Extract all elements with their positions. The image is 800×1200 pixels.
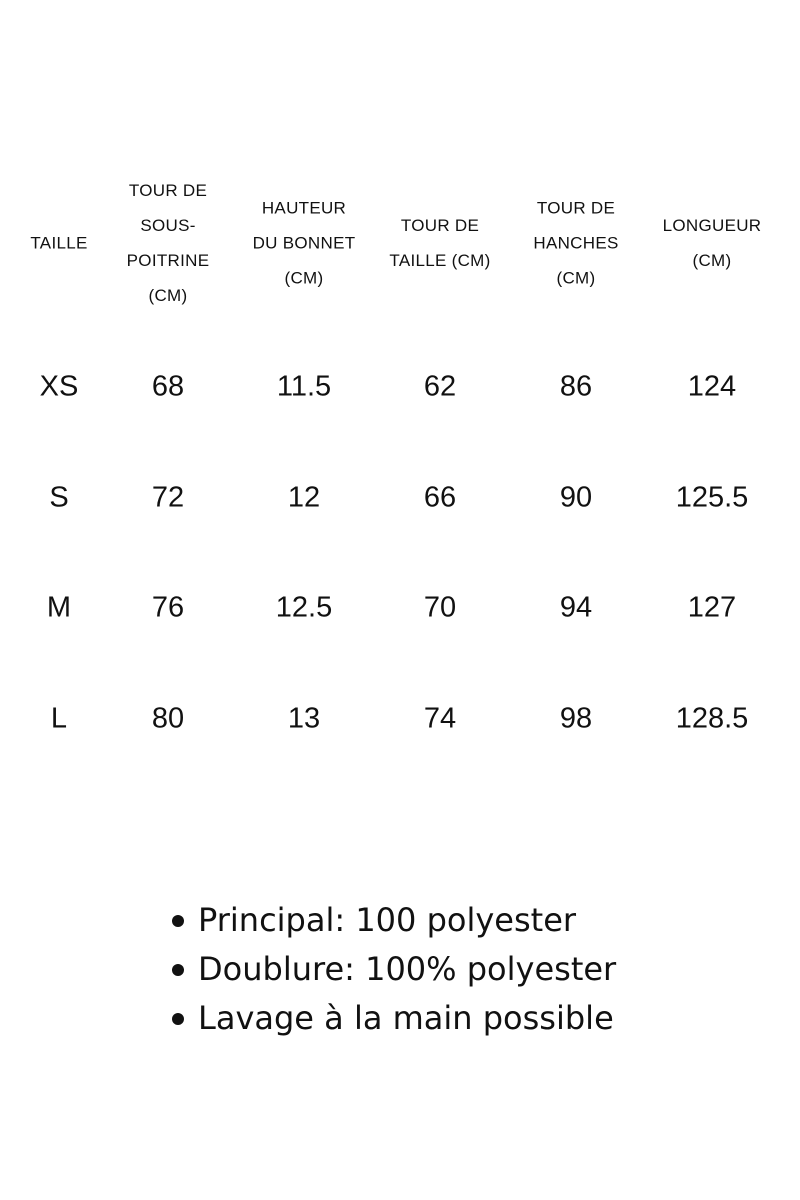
cell-tour-taille: 66: [423, 481, 457, 514]
cell-longueur: 127: [687, 591, 737, 624]
cell-hauteur-bonnet: 12: [287, 481, 321, 514]
cell-tour-taille: 74: [423, 702, 457, 735]
cell-longueur: 125.5: [675, 481, 749, 514]
header-taille: TAILLE: [30, 233, 88, 253]
cell-hauteur-bonnet: 11.5: [276, 370, 332, 403]
bullet-icon: [172, 964, 184, 976]
cell-tour-hanches: 94: [559, 591, 593, 624]
cell-tour-hanches: 86: [559, 370, 593, 403]
header-tour-taille: TOUR DE TAILLE (CM): [389, 216, 491, 270]
cell-tour-hanches: 90: [559, 481, 593, 514]
cell-size: L: [50, 702, 68, 735]
note-text: Lavage à la main possible: [198, 999, 614, 1037]
list-item: [168, 994, 616, 1043]
cell-tour-sous-poitrine: 68: [151, 370, 185, 403]
cell-tour-hanches: 98: [559, 702, 593, 735]
header-tour-sous-poitrine: TOUR DE SOUS- POITRINE (CM): [126, 181, 210, 305]
product-notes-list: [168, 896, 616, 1043]
bullet-icon: [172, 1013, 184, 1025]
bullet-icon: [172, 915, 184, 927]
cell-tour-sous-poitrine: 80: [151, 702, 185, 735]
cell-tour-sous-poitrine: 72: [151, 481, 185, 514]
header-longueur: LONGUEUR (CM): [662, 216, 762, 270]
cell-size: S: [49, 481, 69, 514]
cell-tour-taille: 62: [423, 370, 457, 403]
list-item: [168, 945, 616, 994]
cell-hauteur-bonnet: 12.5: [275, 591, 333, 624]
header-tour-hanches: TOUR DE HANCHES (CM): [533, 198, 619, 288]
note-text: Principal: 100 polyester: [198, 901, 577, 939]
cell-longueur: 128.5: [675, 702, 749, 735]
cell-tour-taille: 70: [423, 591, 457, 624]
note-text: Doublure: 100% polyester: [198, 950, 617, 988]
cell-size: XS: [39, 370, 79, 403]
cell-hauteur-bonnet: 13: [287, 702, 321, 735]
list-item: [168, 896, 616, 945]
header-hauteur-bonnet: HAUTEUR DU BONNET (CM): [252, 198, 356, 288]
cell-tour-sous-poitrine: 76: [151, 591, 185, 624]
cell-size: M: [46, 591, 72, 624]
cell-longueur: 124: [687, 370, 737, 403]
